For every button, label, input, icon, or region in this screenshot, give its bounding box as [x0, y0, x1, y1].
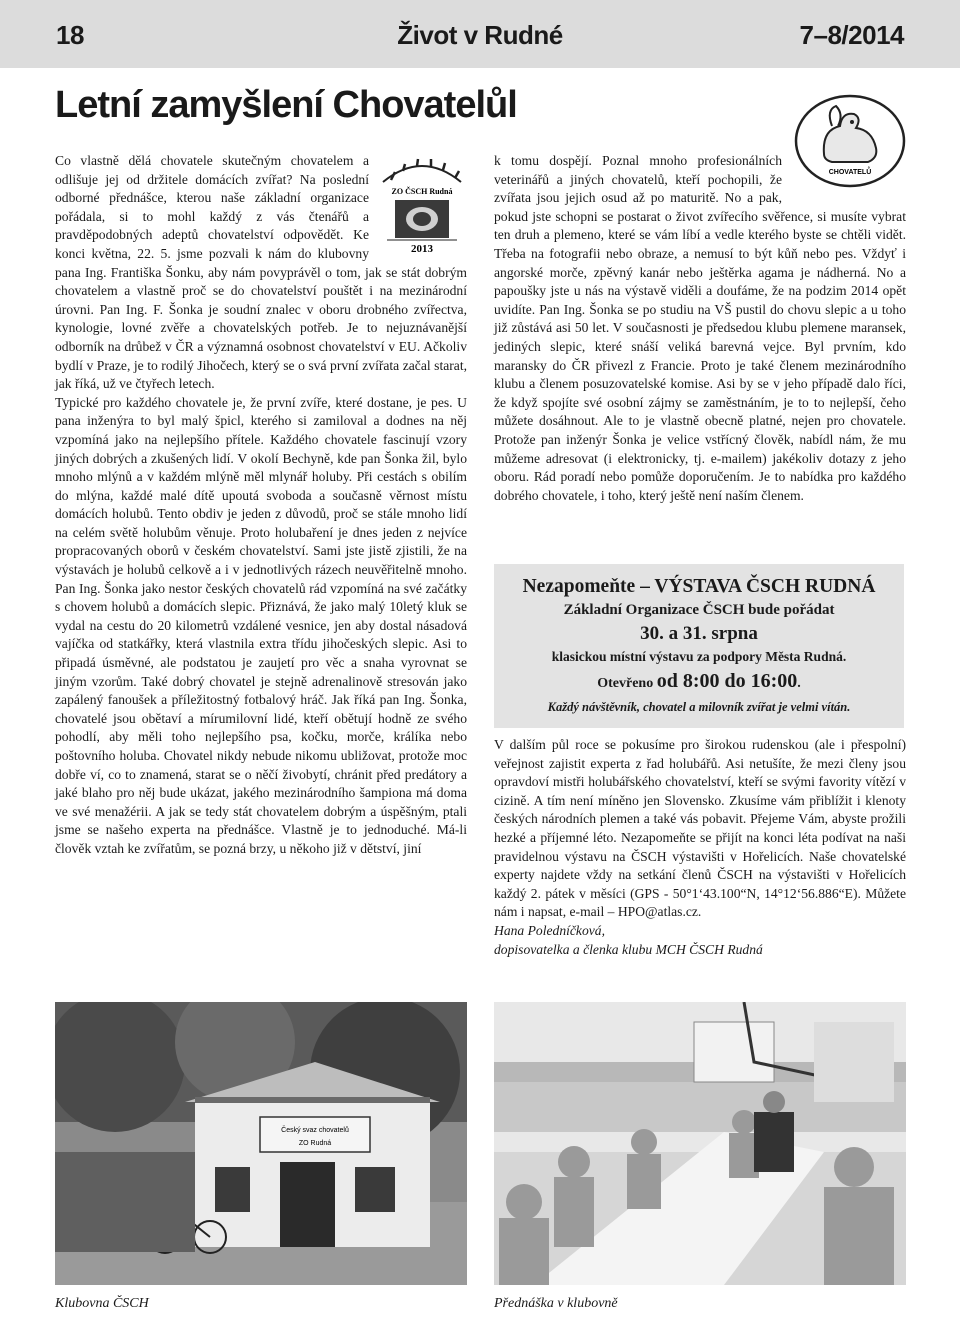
issue-number: 7–8/2014 — [799, 20, 904, 50]
clubhouse-caption: Klubovna ČSCH — [55, 1296, 149, 1311]
article-paragraph-right: k tomu dospějí. Poznal mnoho profesionálních veterinářů a jiných chovatelů, kteří pochopili, že zvířata jsou jejich osud až po maturitě. No a pak, pokud jste schopni se postarat o život zvířecího svěřence, si musíte vybrat ten druh a plemeno, které se vám líbí a vedle kterého byste se chtěli vidět. Třeba na fotografii nebo obraze, a nemusí to být kůň nebo pes. Vždyť i angorské morče, zpěvný kanár nebo ještěrka agama je nádherná. No a papoušky jste u nás na výstavě viděli a doufáme, že na podzim 2014 opět uvidíte. Pan Ing. Šonka se po studiu na VŠ pustil do chovu slepic a u toho již zůstává asi 50 let. V současnosti je předsedou klubu plemene maransek, jediných slepic, které snáší veliká barevná vejce. Byl prvním, kdo maransky do ČR přivezl z Francie. Proto je také členem mezinárodního klubu a členem posuzovatelské komise. Asi by se v jeho případě dalo říci, že když spojíte své osobní zájmy se zaměstnáním, je to to nejlepší, čeho můžete dosáhnout. Ale to je vlastně obecně platné, nejen pro chovatele. Protože pan inženýr Šonka je velice vstřícný člověk, nabídl nám, že mu můžeme adresovat (i elektronicky, tj. e-mailem) jakékoliv dotazy z jeho oboru. Rád poradí nebo pomůže doporučením. Je to nabídka pro každého dobrého chovatele, i toho, který ještě není naším členem. — [494, 153, 906, 503]
page-header — [0, 0, 960, 68]
exhibition-logo-year: 2013 — [411, 243, 433, 255]
left-column — [55, 152, 467, 859]
announcement-hours — [494, 670, 904, 693]
announcement-title: Nezapomeňte – VÝSTAVA ČSCH RUDNÁ — [522, 576, 876, 597]
article-paragraph-1: Co vlastně dělá chovatele skutečným chovatelem a odlišuje jej od držitele domácích zvířat? Na poslední odborné přednášce, kterou naše základní organizace pořádala, si to mohl každý z vás čtenářů a pravděpodobných adeptů chovatelství odpovědět. Ke konci května, 22. 5. jsme pozvali k nám do klubovny pana Ing. Františka Šonku, aby nám povyprávěl o tom, jak se stát dobrým chovatelem a vlastně proč se do chovatelství pouštět i na mezinárodní úrovni. Pan Ing. F. Šonka je soudní znalec v oboru drobného zvířectva, kynologie, lovné zvěře a chovatelských potřeb. Je to nejuznávanější odborník na drůbež v ČR a významná osobnost chovatelství v EU. Ačkoliv bydlí v Praze, je to rodilý Jihočech, který se o svá první zvířata začal starat, jak říká, už ve čtyřech letech. — [55, 153, 467, 392]
announcement-organizer: Základní Organizace ČSCH bude pořádat — [563, 602, 835, 618]
announcement-date: 30. a 31. srpna — [640, 623, 758, 644]
clubhouse-sign-line2: ZO Rudná — [298, 1140, 332, 1147]
publication-title: Život v Rudné — [397, 20, 563, 50]
exhibition-announcement — [494, 564, 904, 728]
author-name: Hana Poledníčková, — [494, 922, 605, 938]
lecture-photo — [494, 1002, 906, 1285]
exhibition-logo — [377, 152, 467, 257]
hours-end: . — [797, 676, 801, 691]
article-paragraph-2: Typické pro každého chovatele je, že první zvíře, které dostane, je pes. U pana inženýra to byl malý špicl, kterého si zamiloval a dodnes na něj vzpomíná jako na nejlepšího přítele. Každého chovatele fascinují vzory jiných dobrých a zkušených lidí. V okolí Bechyně, kde pan Šonka žil, bylo mnoho mlýnů a v každém mlýně měl mlynář holuby. Při cestách s obilím do mlýna, každé malé dítě upoutá svoboda a současně věrnost místu domácích holubů. Tento obdiv je jeden z důvodů, proč se stále mnoho lidí na celém světě holubům věnuje. Proto holubaření je dnes jeden z nejvíce propracovaných oborů v českém chovatelství. Sami jste jistě zjistili, že na výstavách je holubů celkově a i v jednotlivých rázech neuvěřitelně mnoho. Pan Ing. Šonka jako nestor českých chovatelů rád vzpomíná na své začátky s chovem holubů a domácích slepic. Přiznává, že jako malý 10letý kluk se vydal na cestu do 20 kilometrů vzdálené vesnice, jen aby dostal násadová vajíčka od statkářky, která vlastnila extra třídu jihočeských slepic. Asi to připadá úsměvné, ale podstatou je zaujetí pro věc a snaha vyrovnat se jiným vzorům. Také dobrý chovatel je stejně adrenalinově stresován jako zapálený fanoušek a příležitostný fotbalový hráč. Jak říká pan Ing. Šonka, chovatelé jsou obětaví a mírumilovní lidé, kteří obětují hodně ze svého pohodlí, aby měli toho nejlepšího psa, kočku, morče, králíka nebo poštovního holuba. Chovatel nikdy nebude nikomu ubližovat, protože moc dobře ví, co to znamená, starat se o něčí živobytí, chránit před predátory a jaké blaho pro něj bude ukázat, jakého mezinárodního šampiona má doma ve své menažérii. A jak se tedy stát chovatelem dobrým a úspěšným, ptali jsme se našeho experta na přednášce. Vlastně je to jednoduché. Má-li člověk vztah ke zvířatům, se pozná brzy, u někoho již v dětství, jiní — [55, 394, 467, 856]
author-role: dopisovatelka a členka klubu MCH ČSCH Rudná — [494, 941, 763, 957]
announcement-description: klasickou místní výstavu za podpory Města Rudná. — [551, 649, 847, 664]
page-number: 18 — [56, 20, 84, 50]
club-logo-label: CHOVATELŮ — [828, 169, 872, 176]
clubhouse-sign-line1: Český svaz chovatelů — [281, 1127, 349, 1134]
closing-section — [494, 736, 906, 959]
hours-label: Otevřeno — [597, 676, 654, 691]
right-column — [494, 152, 906, 505]
announcement-welcome: Každý návštěvník, chovatel a milovník zvířat je velmi vítán. — [547, 700, 851, 714]
lecture-caption: Přednáška v klubovně — [494, 1296, 618, 1311]
article-headline: Letní zamyšlení Chovatelůl — [55, 84, 517, 126]
club-logo — [792, 92, 908, 190]
exhibition-logo-label: ZO ČSCH Rudná — [391, 187, 453, 196]
article-paragraph-closing: V dalším půl roce se pokusíme pro širokou rudenskou (ale i přespolní) veřejnost zajistit experta z řad holubářů. Asi netušíte, že mezi členy jsou opravdoví mistři holubářského chovatelství, kteří se svými favority vítězí v cizině. A tím není míněno jen Slovensko. Zkusíme vám přiblížit i klenoty českých národních plemen a také vás pobavit. Přejeme Vám, abyste prožili hezké a příjemné léto. Nezapomeňte se přijít na konci léta podívat na naši pravidelnou výstavu na ČSCH výstavišti v Hořelicích. Naše chovatelské experty najdete vždy na setkání členů ČSCH na výstavišti v Hořelicích každý 2. pátek v měsíci (GPS - 50°1‘43.100“N, 14°12‘56.886“E). Můžete nám i napsat, e-mail – HPO@atlas.cz. — [494, 737, 906, 920]
clubhouse-photo — [55, 1002, 467, 1285]
hours-value: od 8:00 do 16:00 — [656, 670, 798, 692]
